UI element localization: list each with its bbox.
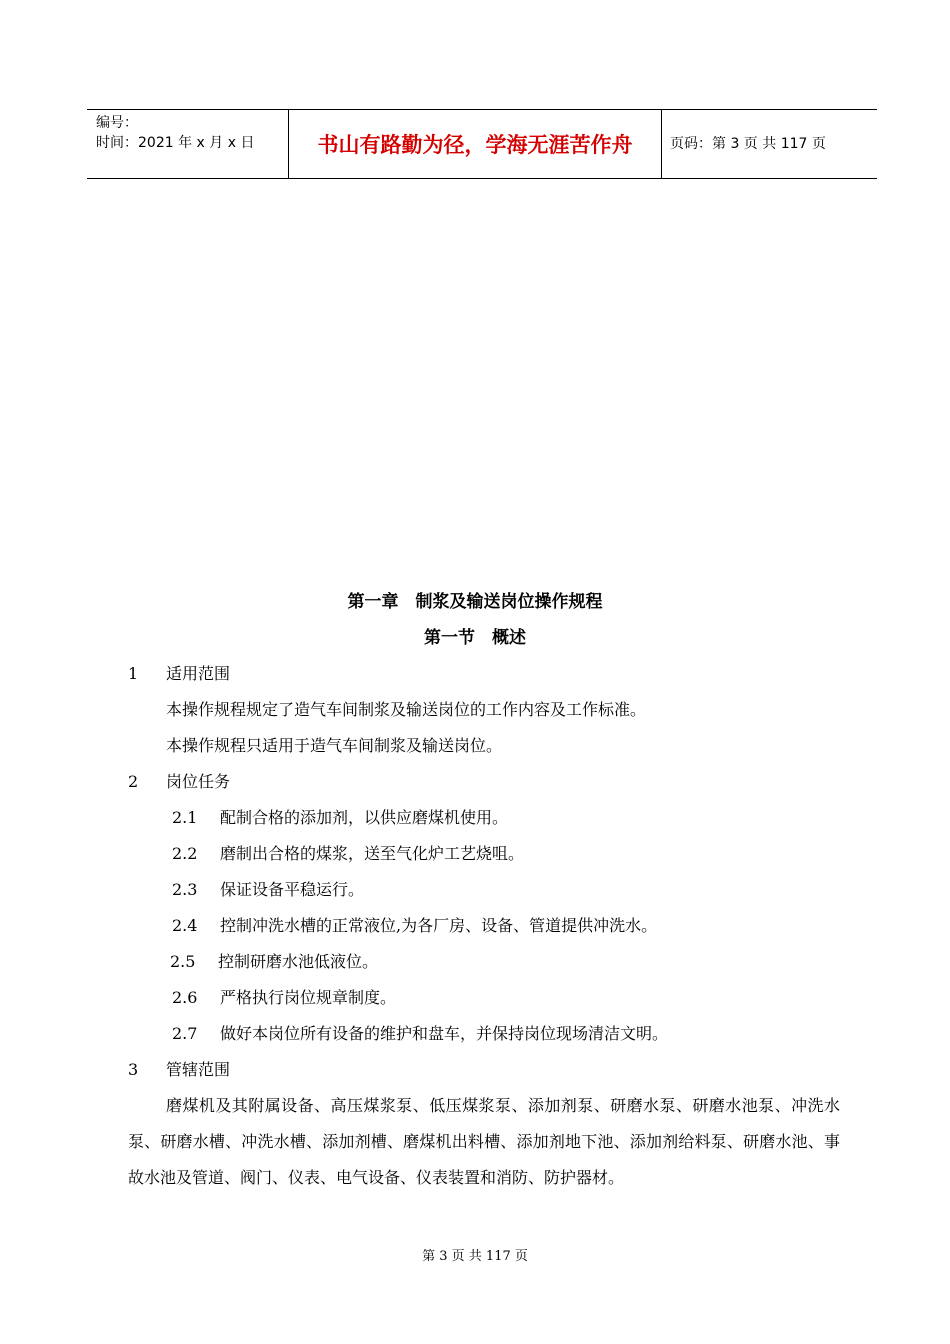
task-text: 严格执行岗位规章制度。 [220, 988, 397, 1007]
task-item [172, 842, 524, 866]
scope-paragraph: 本操作规程只适用于造气车间制浆及输送岗位。 [166, 736, 503, 755]
jurisdiction-paragraph: 磨煤机及其附属设备、高压煤浆泵、低压煤浆泵、添加剂泵、研磨水泵、研磨水池泵、冲洗水泵、研磨水槽、冲洗水槽、添加剂槽、磨煤机出料槽、添加剂地下池、添加剂给料泵、研磨水池、事故水池及管道、阀门、仪表、电气设备、仪表装置和消防、防护器材。 [128, 1096, 840, 1187]
header-divider [661, 110, 662, 178]
task-text: 保证设备平稳运行。 [220, 880, 365, 899]
section-title: 第一节 概述 [424, 628, 526, 648]
header-page-info: 页码：第 3 页 共 117 页 [670, 136, 826, 152]
section-heading [128, 662, 230, 686]
task-number: 2.2 [172, 844, 198, 863]
section-number: 1 [128, 664, 139, 683]
task-item [172, 1022, 668, 1046]
task-number: 2.5 [170, 952, 196, 971]
task-item [172, 914, 657, 938]
section-heading-text: 管辖范围 [166, 1060, 231, 1079]
section-heading-text: 适用范围 [166, 664, 231, 683]
section-number: 2 [128, 772, 139, 791]
task-number: 2.4 [172, 916, 198, 935]
task-text: 磨制出合格的煤浆，送至气化炉工艺烧咀。 [220, 844, 525, 863]
document-header [87, 109, 877, 179]
header-meta [96, 113, 254, 153]
task-number: 2.6 [172, 988, 198, 1007]
page-footer: 第 3 页 共 117 页 [422, 1249, 528, 1264]
task-number: 2.1 [172, 808, 198, 827]
task-text: 做好本岗位所有设备的维护和盘车，并保持岗位现场清洁文明。 [220, 1024, 669, 1043]
task-item [172, 986, 396, 1010]
document-number-label: 编号： [96, 115, 138, 131]
task-text: 控制冲洗水槽的正常液位,为各厂房、设备、管道提供冲洗水。 [220, 916, 658, 935]
task-item [170, 950, 378, 974]
scope-paragraph: 本操作规程规定了造气车间制浆及输送岗位的工作内容及工作标准。 [166, 700, 647, 719]
task-item [172, 878, 364, 902]
task-text: 配制合格的添加剂，以供应磨煤机使用。 [220, 808, 509, 827]
task-item [172, 806, 508, 830]
section-heading-text: 岗位任务 [166, 772, 231, 791]
section-heading [128, 770, 230, 794]
task-text: 控制研磨水池低液位。 [218, 952, 379, 971]
header-motto: 书山有路勤为径，学海无涯苦作舟 [317, 133, 633, 157]
document-time: 时间：2021 年 x 月 x 日 [96, 135, 255, 151]
section-number: 3 [128, 1060, 139, 1079]
task-number: 2.3 [172, 880, 198, 899]
task-number: 2.7 [172, 1024, 198, 1043]
chapter-title: 第一章 制浆及输送岗位操作规程 [347, 592, 603, 612]
section-heading [128, 1058, 230, 1082]
